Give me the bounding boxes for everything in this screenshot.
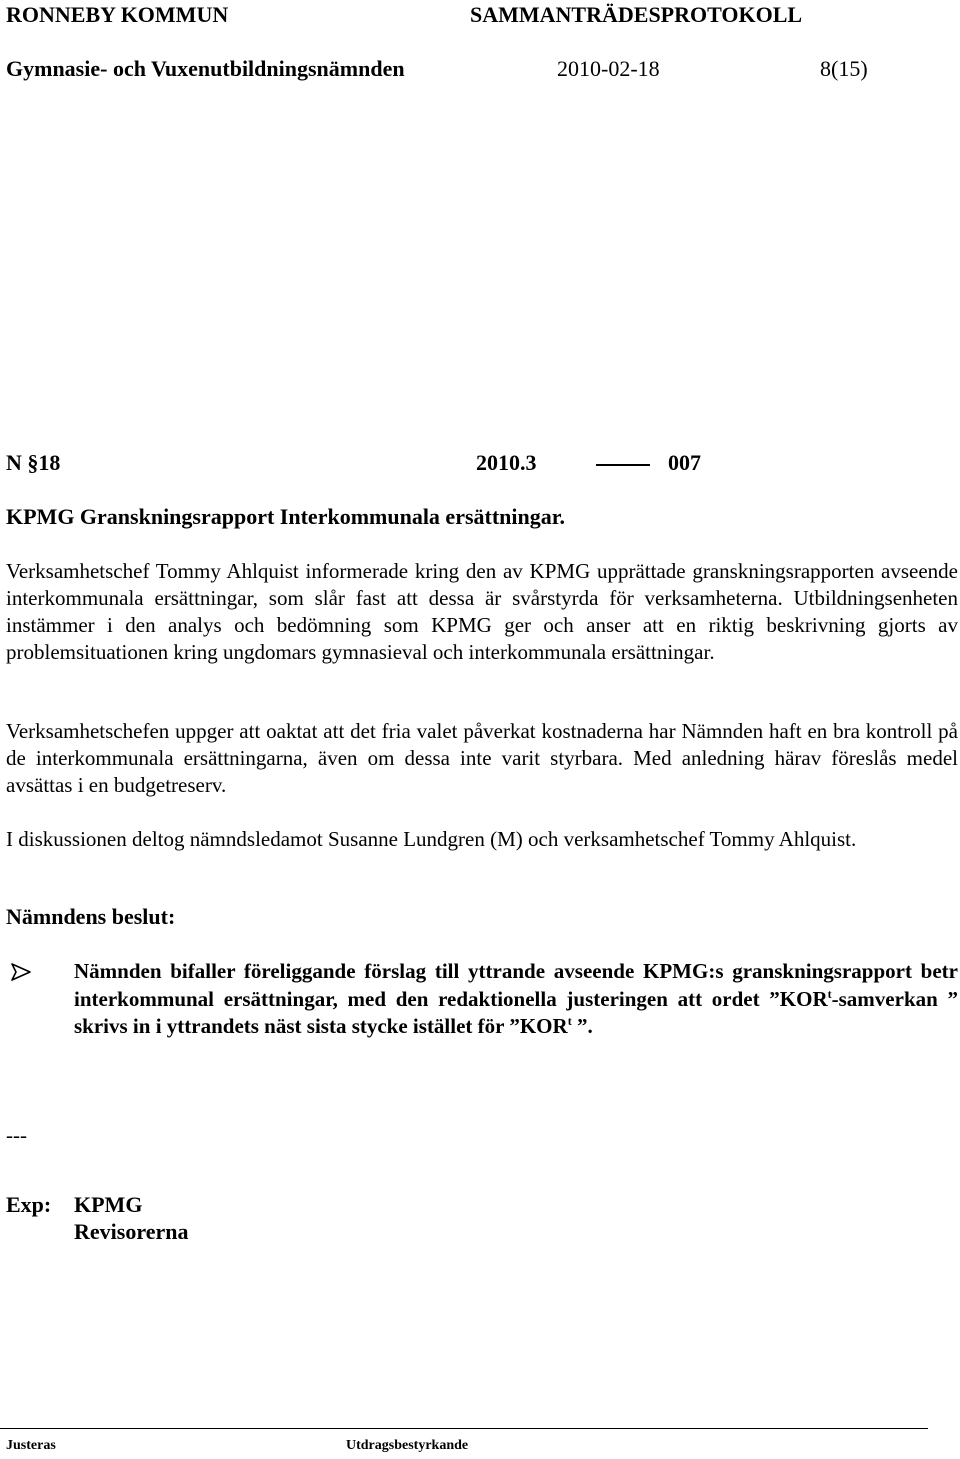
board-name: Gymnasie- och Vuxenutbildningsnämnden xyxy=(6,56,405,81)
document-type: SAMMANTRÄDESPROTOKOLL xyxy=(470,2,803,27)
diary-year: 2010.3 xyxy=(476,450,537,475)
item-subject: KPMG Granskningsrapport Interkommunala ersättningar. xyxy=(6,504,566,529)
footer-justeras: Justeras xyxy=(6,1438,56,1453)
superscript-t-2: t xyxy=(567,1014,572,1028)
expedition-label: Exp: xyxy=(6,1192,52,1217)
decision-text xyxy=(74,958,958,1041)
organization-name: RONNEBY KOMMUN xyxy=(6,2,229,27)
decision-text-part-3: ”. xyxy=(571,1014,593,1038)
paragraph-number: N §18 xyxy=(6,450,61,475)
decision-heading: Nämndens beslut: xyxy=(6,904,176,929)
footer-rule xyxy=(0,1428,928,1429)
body-paragraph-2: Verksamhetschefen uppger att oaktat att det fria valet påverkat kostnaderna har Nämnden haft en bra kontroll på de interkommunala ersättningarna, även om dessa inte varit styrbara. Med anledning härav föreslås medel avsättas i en budgetreserv. xyxy=(6,719,958,797)
superscript-t-1: t xyxy=(827,986,832,1001)
body-paragraph-3: I diskussionen deltog nämndsledamot Susanne Lundgren (M) och verksamhetschef Tommy Ahlquist. xyxy=(6,827,857,851)
arrow-bullet-icon xyxy=(10,962,32,982)
section-separator: --- xyxy=(6,1123,27,1147)
footer-utdragsbestyrkande: Utdragsbestyrkande xyxy=(346,1438,469,1453)
expedition-recipient: Revisorerna xyxy=(74,1219,189,1244)
page-number: 8(15) xyxy=(820,56,868,81)
diary-dash xyxy=(596,464,650,466)
decision-text-part-2: -samverkan ” skrivs in i yttrandets näst sista stycke istället för ”KOR xyxy=(74,986,958,1038)
meeting-date: 2010-02-18 xyxy=(557,56,660,81)
diary-number: 007 xyxy=(668,450,701,475)
expedition-recipient: KPMG xyxy=(74,1192,143,1217)
decision-text-part-1: Nämnden bifaller föreliggande förslag till yttrande avseende KPMG:s granskningsrapport betr interkommunal ersättningar, med den redaktionella justeringen att ordet ”KOR xyxy=(74,959,958,1011)
body-paragraph-1: Verksamhetschef Tommy Ahlquist informerade kring den av KPMG upprättade granskningsrapporten avseende interkommunala ersättningar, som slår fast att dessa är svårstyrda för verksamheterna. Utbildningsenheten instämmer i den analys och bedömning som KPMG ger och anser att en riktig beskrivning gjorts av problemsituationen kring ungdomars gymnasieval och interkommunala ersättningar. xyxy=(6,559,958,664)
